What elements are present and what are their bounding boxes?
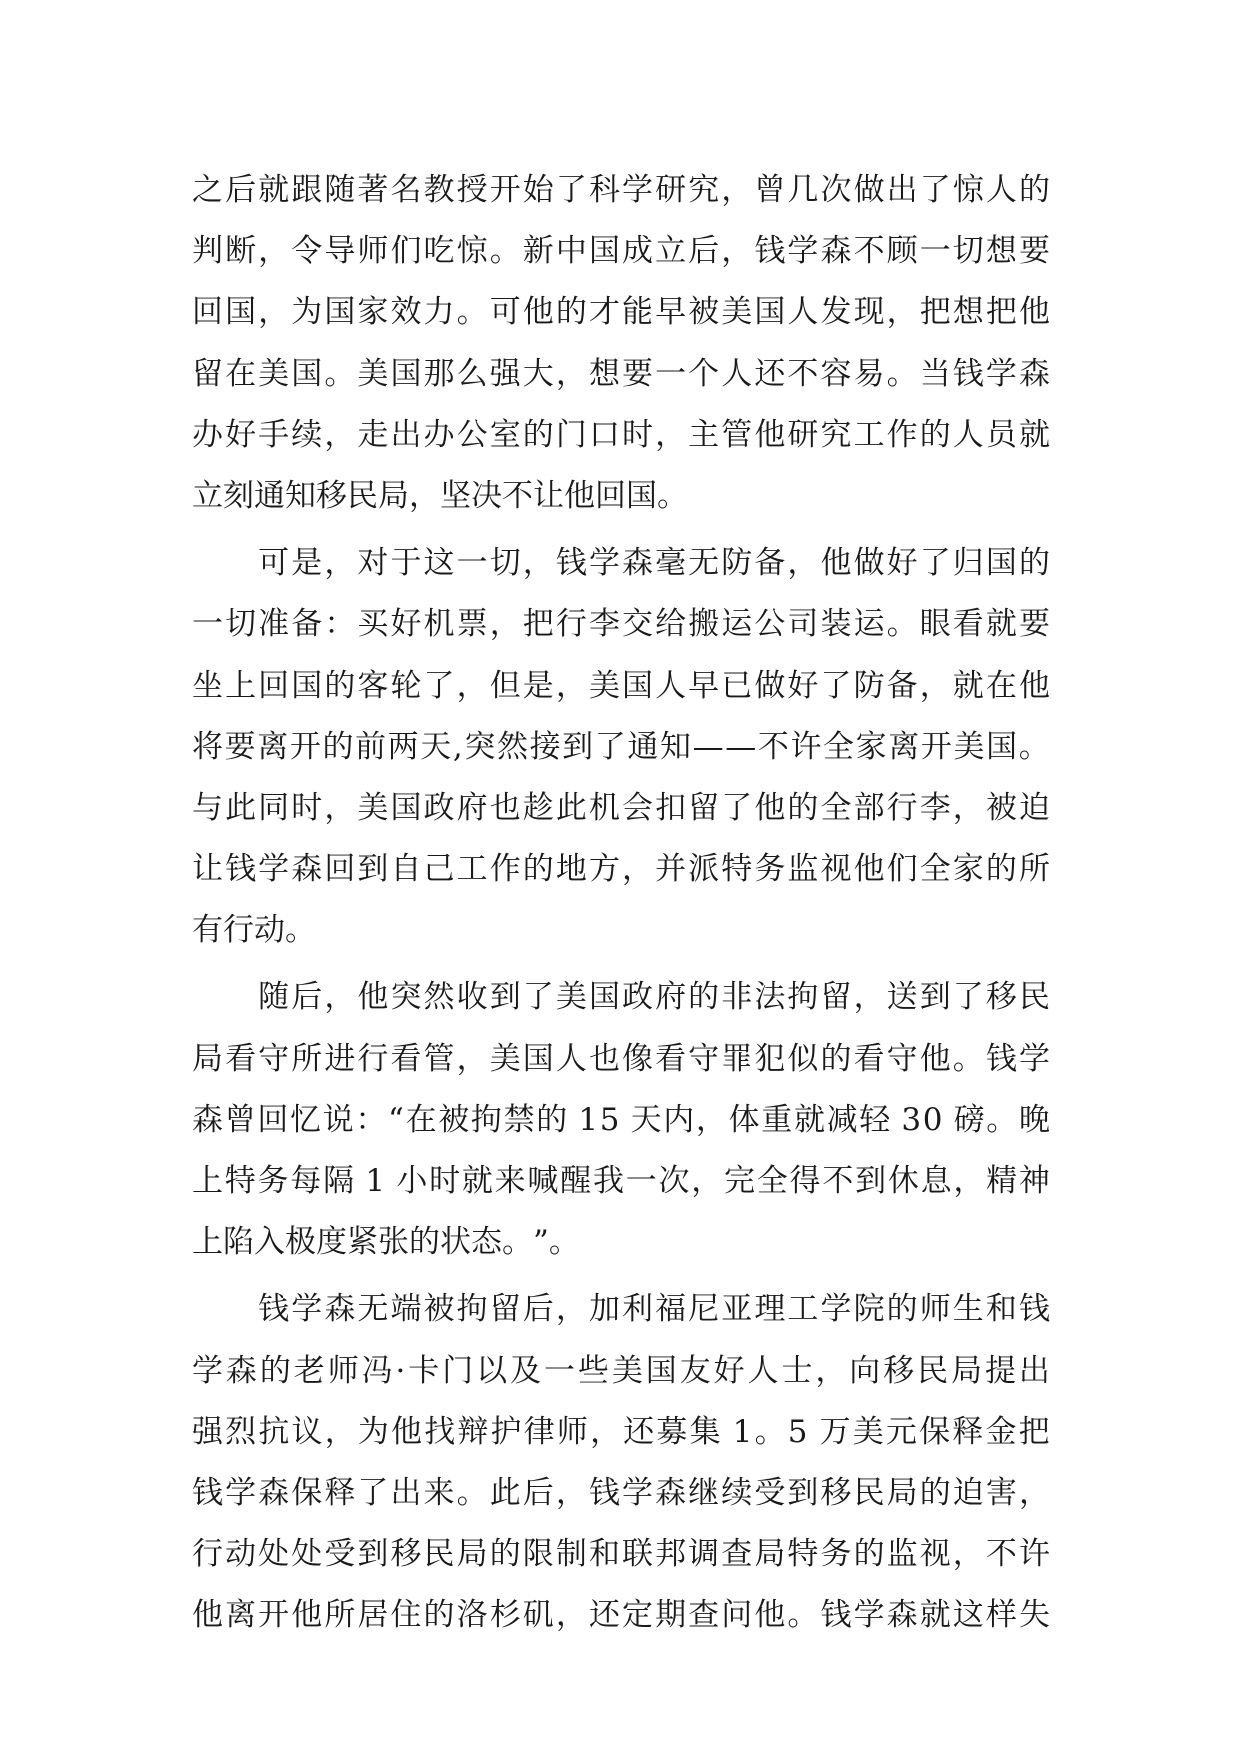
paragraph-1 [192,160,1050,527]
text-line: 坐 上 回 国 的 客 轮 了 ， 但 是 ， 美 国 人 早 已 做 好 了 防 备 ， 就 在 他 [192,667,1050,704]
text-line: 判 断 ， 令 导 师 们 吃 惊 。 新 中 国 成 立 后 ， 钱 学 森 不 顾 一 切 想 要 [192,233,1050,270]
text-line: 行 动 处 处 受 到 移 民 局 的 限 制 和 联 邦 调 查 局 特 务 的 监 视 ， 不 许 [192,1536,1050,1573]
text-line: 森 曾 回 忆 说 ： “ 在 被 拘 禁 的 1 5 天 内 ， 体 重 就 减 轻 3 0 磅 。 晚 [192,1101,1050,1138]
text-line: 让 钱 学 森 回 到 自 己 工 作 的 地 方 ， 并 派 特 务 监 视 他 们 全 家 的 所 [192,851,1050,888]
text-line: 办 好 手 续 ， 走 出 办 公 室 的 门 口 时 ， 主 管 他 研 究 工 作 的 人 员 就 [192,416,1050,453]
text-line: 局 看 守 所 进 行 看 管 ， 美 国 人 也 像 看 守 罪 犯 似 的 看 守 他 。 钱 学 [192,1040,1050,1077]
text-line: 钱 学 森 保 释 了 出 来 。 此 后 ， 钱 学 森 继 续 受 到 移 民 局 的 迫 害 ， [192,1474,1050,1511]
paragraph-4 [192,1279,1050,1646]
text-line: 随 后 ， 他 突 然 收 到 了 美 国 政 府 的 非 法 拘 留 ， 送 到 了 移 民 [258,979,1050,1016]
text-line: 学 森 的 老 师 冯 · 卡 门 以 及 一 些 美 国 友 好 人 士 ， 向 移 民 局 提 出 [192,1352,1050,1389]
text-line: 有 行 动 。 [192,912,316,949]
text-line: 强 烈 抗 议 ， 为 他 找 辩 护 律 师 ， 还 募 集 1 。 5 万 美 元 保 释 金 把 [192,1413,1050,1450]
text-line: 与 此 同 时 ， 美 国 政 府 也 趁 此 机 会 扣 留 了 他 的 全 部 行 李 ， 被 迫 [192,789,1050,826]
text-line: 之 后 就 跟 随 著 名 教 授 开 始 了 科 学 研 究 ， 曾 几 次 做 出 了 惊 人 的 [192,172,1050,208]
text-line: 他 离 开 他 所 居 住 的 洛 杉 矶 ， 还 定 期 查 问 他 。 钱 学 森 就 这 样 失 [192,1597,1050,1634]
paragraph-2 [192,533,1050,961]
text-line: 将 要 离 开 的 前 两 天 , 突 然 接 到 了 通 知 — — 不 许 全 家 离 开 美 国 。 [192,728,1050,765]
text-line: 留 在 美 国 。 美 国 那 么 强 大 ， 想 要 一 个 人 还 不 容 易 。 当 钱 学 森 [192,355,1050,392]
text-line: 回 国 ， 为 国 家 效 力 。 可 他 的 才 能 早 被 美 国 人 发 现 ， 把 想 把 他 [192,294,1050,331]
text-line: 上 特 务 每 隔 1 小 时 就 来 喊 醒 我 一 次 ， 完 全 得 不 到 休 息 ， 精 神 [192,1163,1050,1199]
text-line: 立 刻 通 知 移 民 局 ， 坚 决 不 让 他 回 国 。 [192,477,688,514]
text-line: 可 是 ， 对 于 这 一 切 ， 钱 学 森 毫 无 防 备 ， 他 做 好 了 归 国 的 [258,545,1050,582]
body-text [192,160,1050,1647]
text-line: 上 陷 入 极 度 紧 张 的 状 态 。 ” 。 [192,1224,580,1261]
text-line: 一 切 准 备 ： 买 好 机 票 ， 把 行 李 交 给 搬 运 公 司 装 运 。 眼 看 就 要 [192,606,1050,643]
paragraph-3 [192,967,1050,1273]
text-line: 钱 学 森 无 端 被 拘 留 后 ， 加 利 福 尼 亚 理 工 学 院 的 师 生 和 钱 [258,1291,1050,1328]
